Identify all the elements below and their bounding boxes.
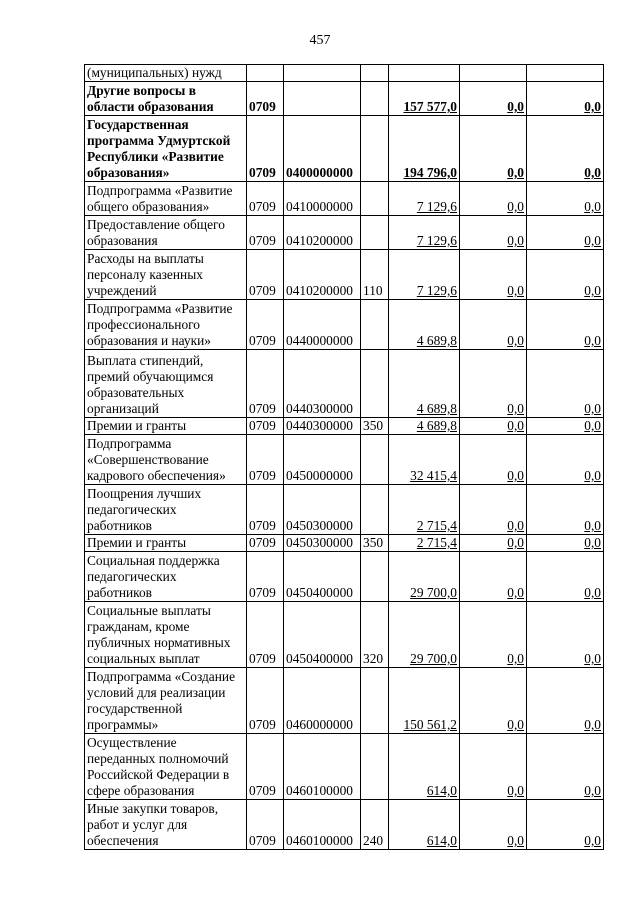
expense-type-code-cell: [361, 552, 389, 602]
amount-2-cell: [460, 418, 527, 435]
target-article-code-cell: [284, 300, 361, 350]
expense-type-code-cell: [361, 485, 389, 535]
table-row: [85, 552, 604, 602]
row-name: Выплата стипендий, премий обучающимся образовательных организаций: [87, 353, 214, 416]
target-article-code-cell: [284, 418, 361, 435]
row-name-cell: [85, 350, 247, 418]
amount-2-cell: [460, 485, 527, 535]
expense-type-code: 350: [363, 535, 384, 550]
section-code-cell: [247, 800, 284, 850]
expense-type-code-cell: [361, 250, 389, 300]
amount-2: 0,0: [507, 585, 524, 600]
amount: 7 129,6: [416, 283, 457, 298]
amount-3: 0,0: [584, 165, 601, 180]
amount-3: 0,0: [584, 99, 601, 114]
expense-type-code-cell: [361, 668, 389, 734]
target-article-code: 0460000000: [286, 717, 353, 732]
target-article-code: 0440000000: [286, 333, 353, 348]
amount-3-cell: [527, 350, 604, 418]
row-name: Осуществление переданных полномочий Российской Федерации в сфере образования: [87, 735, 230, 798]
section-code: 0709: [249, 585, 276, 600]
target-article-code-cell: [284, 552, 361, 602]
expense-type-code-cell: [361, 602, 389, 668]
amount-3: 0,0: [584, 518, 601, 533]
amount-3-cell: [527, 182, 604, 216]
amount-3-cell: [527, 418, 604, 435]
row-name-cell: [85, 65, 247, 82]
amount-cell: [389, 300, 460, 350]
table-row: [85, 350, 604, 418]
row-name: Подпрограмма «Развитие профессионального образования и науки»: [87, 301, 233, 348]
amount-3-cell: [527, 250, 604, 300]
amount-2-cell: [460, 602, 527, 668]
amount-3: 0,0: [584, 717, 601, 732]
section-code: 0709: [249, 717, 276, 732]
target-article-code-cell: [284, 668, 361, 734]
target-article-code-cell: [284, 182, 361, 216]
row-name-cell: [85, 602, 247, 668]
row-name-cell: [85, 485, 247, 535]
amount-3: 0,0: [584, 199, 601, 214]
row-name: (муниципальных) нужд: [87, 65, 222, 80]
amount-3-cell: [527, 116, 604, 182]
table-row: [85, 300, 604, 350]
row-name-cell: [85, 535, 247, 552]
target-article-code-cell: [284, 602, 361, 668]
amount-3-cell: [527, 300, 604, 350]
amount: 29 700,0: [410, 651, 457, 666]
amount-cell: [389, 250, 460, 300]
target-article-code: 0450300000: [286, 535, 353, 550]
amount: 2 715,4: [416, 518, 457, 533]
row-name: Другие вопросы в области образования: [87, 83, 214, 114]
amount-3-cell: [527, 82, 604, 116]
target-article-code: 0460100000: [286, 833, 353, 848]
expense-type-code-cell: [361, 300, 389, 350]
amount-cell: [389, 668, 460, 734]
amount-2-cell: [460, 116, 527, 182]
target-article-code: 0440300000: [286, 401, 353, 416]
amount-cell: [389, 602, 460, 668]
amount-2: 0,0: [507, 535, 524, 550]
amount-3-cell: [527, 216, 604, 250]
expense-type-code-cell: [361, 182, 389, 216]
section-code-cell: [247, 602, 284, 668]
table-row: [85, 182, 604, 216]
target-article-code-cell: [284, 800, 361, 850]
section-code: 0709: [249, 833, 276, 848]
amount-3-cell: [527, 800, 604, 850]
budget-table: [84, 64, 604, 850]
amount-3-cell: [527, 485, 604, 535]
amount-2: 0,0: [507, 783, 524, 798]
table-row: [85, 602, 604, 668]
amount-2: 0,0: [507, 165, 524, 180]
expense-type-code-cell: [361, 435, 389, 485]
amount-2-cell: [460, 65, 527, 82]
amount: 29 700,0: [410, 585, 457, 600]
target-article-code-cell: [284, 65, 361, 82]
row-name: Подпрограмма «Создание условий для реализации государственной программы»: [87, 669, 236, 732]
amount-cell: [389, 552, 460, 602]
amount-cell: [389, 485, 460, 535]
table-row: [85, 418, 604, 435]
target-article-code-cell: [284, 535, 361, 552]
expense-type-code-cell: [361, 800, 389, 850]
amount: 194 796,0: [403, 165, 457, 180]
amount-3: 0,0: [584, 333, 601, 348]
table-row: [85, 535, 604, 552]
amount: 7 129,6: [416, 233, 457, 248]
section-code: 0709: [249, 401, 276, 416]
amount-cell: [389, 116, 460, 182]
target-article-code: 0460100000: [286, 783, 353, 798]
amount-2-cell: [460, 734, 527, 800]
target-article-code: 0410200000: [286, 283, 353, 298]
section-code: 0709: [249, 165, 276, 180]
section-code: 0709: [249, 99, 276, 114]
row-name-cell: [85, 800, 247, 850]
row-name: Поощрения лучших педагогических работников: [87, 486, 202, 533]
section-code-cell: [247, 350, 284, 418]
amount-2-cell: [460, 300, 527, 350]
target-article-code-cell: [284, 250, 361, 300]
section-code: 0709: [249, 233, 276, 248]
amount-3: 0,0: [584, 535, 601, 550]
amount-3-cell: [527, 435, 604, 485]
amount-cell: [389, 418, 460, 435]
amount-3: 0,0: [584, 401, 601, 416]
row-name-cell: [85, 182, 247, 216]
amount-2-cell: [460, 216, 527, 250]
section-code-cell: [247, 182, 284, 216]
target-article-code-cell: [284, 350, 361, 418]
amount-2: 0,0: [507, 651, 524, 666]
section-code: 0709: [249, 283, 276, 298]
table-row: [85, 668, 604, 734]
section-code-cell: [247, 418, 284, 435]
section-code-cell: [247, 300, 284, 350]
amount-3: 0,0: [584, 833, 601, 848]
amount-cell: [389, 82, 460, 116]
amount: 157 577,0: [403, 99, 457, 114]
amount-cell: [389, 65, 460, 82]
amount-cell: [389, 800, 460, 850]
row-name-cell: [85, 300, 247, 350]
section-code-cell: [247, 65, 284, 82]
amount-2-cell: [460, 668, 527, 734]
row-name: Социальная поддержка педагогических работников: [87, 553, 220, 600]
amount-2-cell: [460, 182, 527, 216]
amount-2: 0,0: [507, 401, 524, 416]
amount-3-cell: [527, 602, 604, 668]
row-name: Премии и гранты: [87, 418, 187, 433]
row-name-cell: [85, 216, 247, 250]
expense-type-code-cell: [361, 350, 389, 418]
section-code-cell: [247, 216, 284, 250]
amount-2: 0,0: [507, 518, 524, 533]
row-name: Подпрограмма «Совершенствование кадрового обеспечения»: [87, 436, 226, 483]
page-number: 457: [309, 33, 331, 48]
amount-3: 0,0: [584, 468, 601, 483]
expense-type-code-cell: [361, 82, 389, 116]
section-code-cell: [247, 485, 284, 535]
amount: 4 689,8: [416, 418, 457, 433]
amount-2-cell: [460, 250, 527, 300]
amount: 32 415,4: [410, 468, 457, 483]
target-article-code-cell: [284, 82, 361, 116]
amount-cell: [389, 182, 460, 216]
amount-3: 0,0: [584, 233, 601, 248]
target-article-code: 0450400000: [286, 585, 353, 600]
row-name-cell: [85, 552, 247, 602]
row-name: Расходы на выплаты персоналу казенных учреждений: [87, 251, 204, 298]
table-row: [85, 216, 604, 250]
target-article-code: 0410000000: [286, 199, 353, 214]
amount-3-cell: [527, 65, 604, 82]
row-name-cell: [85, 435, 247, 485]
amount: 4 689,8: [416, 333, 457, 348]
row-name-cell: [85, 250, 247, 300]
amount-2-cell: [460, 800, 527, 850]
expense-type-code: 240: [363, 833, 384, 848]
amount: 7 129,6: [416, 199, 457, 214]
row-name-cell: [85, 668, 247, 734]
amount-2: 0,0: [507, 717, 524, 732]
section-code: 0709: [249, 468, 276, 483]
amount-cell: [389, 535, 460, 552]
section-code-cell: [247, 552, 284, 602]
expense-type-code-cell: [361, 734, 389, 800]
section-code-cell: [247, 535, 284, 552]
section-code: 0709: [249, 333, 276, 348]
table-row: [85, 734, 604, 800]
section-code: 0709: [249, 651, 276, 666]
amount-cell: [389, 435, 460, 485]
expense-type-code: 350: [363, 418, 384, 433]
section-code-cell: [247, 116, 284, 182]
amount: 150 561,2: [403, 717, 457, 732]
table-row: [85, 65, 604, 82]
expense-type-code-cell: [361, 65, 389, 82]
amount-2-cell: [460, 82, 527, 116]
amount: 614,0: [426, 783, 457, 798]
target-article-code: 0450300000: [286, 518, 353, 533]
row-name: Иные закупки товаров, работ и услуг для обеспечения: [87, 801, 219, 848]
target-article-code-cell: [284, 435, 361, 485]
amount-3: 0,0: [584, 418, 601, 433]
section-code: 0709: [249, 535, 276, 550]
section-code-cell: [247, 435, 284, 485]
table-row: [85, 250, 604, 300]
amount-2: 0,0: [507, 418, 524, 433]
amount: 614,0: [426, 833, 457, 848]
amount: 2 715,4: [416, 535, 457, 550]
amount-cell: [389, 734, 460, 800]
amount: 4 689,8: [416, 401, 457, 416]
amount-3: 0,0: [584, 585, 601, 600]
amount-cell: [389, 216, 460, 250]
table-row: [85, 435, 604, 485]
section-code-cell: [247, 250, 284, 300]
amount-3-cell: [527, 552, 604, 602]
section-code: 0709: [249, 783, 276, 798]
target-article-code-cell: [284, 216, 361, 250]
expense-type-code-cell: [361, 216, 389, 250]
expense-type-code-cell: [361, 116, 389, 182]
amount-2: 0,0: [507, 833, 524, 848]
row-name-cell: [85, 418, 247, 435]
target-article-code-cell: [284, 116, 361, 182]
amount-2: 0,0: [507, 283, 524, 298]
section-code-cell: [247, 734, 284, 800]
section-code: 0709: [249, 518, 276, 533]
amount-2-cell: [460, 435, 527, 485]
row-name-cell: [85, 734, 247, 800]
amount-2: 0,0: [507, 199, 524, 214]
amount-3: 0,0: [584, 783, 601, 798]
amount-3-cell: [527, 668, 604, 734]
expense-type-code-cell: [361, 418, 389, 435]
target-article-code-cell: [284, 734, 361, 800]
section-code: 0709: [249, 418, 276, 433]
row-name: Предоставление общего образования: [87, 217, 225, 248]
target-article-code: 0450000000: [286, 468, 353, 483]
table-row: [85, 116, 604, 182]
row-name-cell: [85, 82, 247, 116]
table-row: [85, 800, 604, 850]
row-name-cell: [85, 116, 247, 182]
target-article-code-cell: [284, 485, 361, 535]
section-code-cell: [247, 82, 284, 116]
amount-2: 0,0: [507, 99, 524, 114]
row-name: Государственная программа Удмуртской Республики «Развитие образования»: [87, 117, 231, 180]
amount-2-cell: [460, 535, 527, 552]
target-article-code: 0440300000: [286, 418, 353, 433]
amount-3-cell: [527, 734, 604, 800]
target-article-code: 0400000000: [286, 165, 353, 180]
section-code: 0709: [249, 199, 276, 214]
row-name: Премии и гранты: [87, 535, 187, 550]
amount-2-cell: [460, 552, 527, 602]
target-article-code: 0450400000: [286, 651, 353, 666]
table-row: [85, 82, 604, 116]
amount-2: 0,0: [507, 233, 524, 248]
amount-cell: [389, 350, 460, 418]
amount-3: 0,0: [584, 283, 601, 298]
table-row: [85, 485, 604, 535]
amount-2-cell: [460, 350, 527, 418]
row-name: Социальные выплаты гражданам, кроме публичных нормативных социальных выплат: [87, 603, 231, 666]
expense-type-code: 320: [363, 651, 384, 666]
amount-3: 0,0: [584, 651, 601, 666]
expense-type-code-cell: [361, 535, 389, 552]
amount-3-cell: [527, 535, 604, 552]
section-code-cell: [247, 668, 284, 734]
amount-2: 0,0: [507, 333, 524, 348]
target-article-code: 0410200000: [286, 233, 353, 248]
expense-type-code: 110: [363, 283, 383, 298]
row-name: Подпрограмма «Развитие общего образования»: [87, 183, 233, 214]
amount-2: 0,0: [507, 468, 524, 483]
